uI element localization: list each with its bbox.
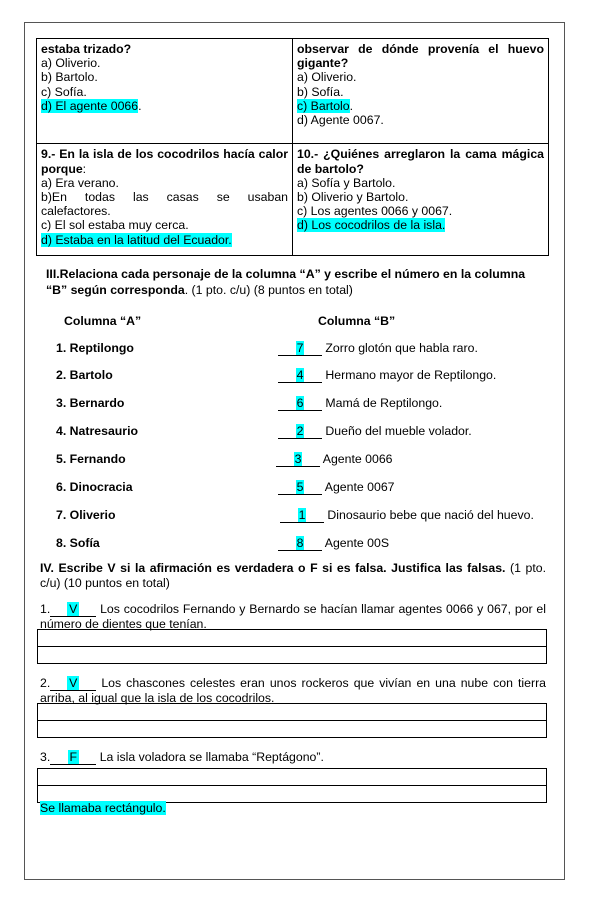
column-b-item [278, 536, 389, 551]
option-c: c) Sofía. [41, 84, 87, 99]
column-a-item: 6. Dinocracia [56, 480, 133, 494]
option-b: b) Bartolo. [41, 70, 98, 85]
option-b: b)En todas las casas se usaban calefactores. [41, 190, 288, 219]
column-b-item [278, 480, 395, 495]
tf-item-3 [40, 750, 546, 765]
tf-answer: F [69, 750, 78, 764]
option-c-highlighted: c) Bartolo [297, 98, 350, 113]
section-3-title-points: . (1 pto. c/u) (8 puntos en total) [184, 283, 353, 297]
justification-answer [40, 801, 166, 815]
justification-text: Se llamaba rectángulo. [40, 801, 166, 815]
answer-blank[interactable] [278, 480, 322, 495]
question-text: 9.- En la isla de los cocodrilos hacía calor porque [41, 147, 288, 176]
section-4-title [40, 561, 546, 591]
tf-answer-blank[interactable] [50, 602, 96, 617]
section-4-title-bold: IV. Escribe V si la afirmación es verdadera o F si es falsa. Justifica las falsas. [40, 561, 506, 575]
answer-blank[interactable] [276, 452, 320, 467]
answer-lines[interactable] [37, 629, 547, 664]
answer-lines[interactable] [37, 768, 547, 803]
tf-item-2 [40, 676, 546, 706]
column-b-text: Dueño del mueble volador. [325, 424, 472, 438]
option-a: a) Sofía y Bartolo. [297, 175, 396, 190]
column-a-item: 3. Bernardo [56, 396, 125, 410]
column-b-text: Agente 00S [324, 536, 390, 550]
column-a-item: 1. Reptilongo [56, 341, 134, 355]
tf-item-1 [40, 602, 546, 632]
answer-blank[interactable] [280, 508, 324, 523]
answer-blank[interactable] [278, 424, 322, 439]
question-cell-7 [37, 39, 293, 144]
column-a-header: Columna “A” [64, 314, 142, 328]
answer-value: 7 [296, 341, 304, 355]
option-a: a) Oliverio. [297, 70, 357, 85]
tf-number: 1. [40, 602, 51, 616]
tf-number: 3. [40, 750, 51, 764]
answer-value: 3 [294, 452, 302, 466]
answer-blank[interactable] [278, 536, 322, 551]
question-cell-8 [293, 39, 549, 144]
option-d-highlighted: d) Los cocodrilos de la isla. [297, 218, 446, 233]
column-a-item: 5. Fernando [56, 452, 126, 466]
option-d-highlighted: d) El agente 0066 [41, 98, 139, 113]
answer-value: 6 [296, 396, 304, 410]
column-b-text: Agente 0067 [324, 480, 395, 494]
section-3-title [46, 266, 546, 298]
question-text: observar de dónde provenía el huevo gigante? [297, 42, 544, 71]
column-b-text: Hermano mayor de Reptilongo. [325, 368, 497, 382]
column-b-text: Mamá de Reptilongo. [325, 396, 443, 410]
question-colon: : [82, 161, 87, 176]
option-c: c) El sol estaba muy cerca. [41, 218, 189, 233]
tf-statement: Los cocodrilos Fernando y Bernardo se hacían llamar agentes 0066 y 067, por el número de dientes que tenían. [40, 602, 547, 631]
tf-answer-blank[interactable] [50, 676, 96, 691]
option-d-period: . [138, 98, 142, 113]
column-b-text: Agente 0066 [322, 452, 393, 466]
question-text: 10.- ¿Quiénes arreglaron la cama mágica de bartolo? [297, 147, 544, 176]
tf-statement: Los chascones celestes eran unos rockeros que vivían en una nube con tierra arriba, al igual que la isla de los cocodrilos. [40, 676, 546, 705]
column-b-item [276, 452, 393, 467]
column-b-text: Dinosaurio bebe que nació del huevo. [327, 508, 534, 522]
column-a-item: 2. Bartolo [56, 368, 113, 382]
option-c: c) Los agentes 0066 y 0067. [297, 204, 453, 219]
tf-number: 2. [40, 676, 51, 690]
column-a-item: 7. Oliverio [56, 508, 116, 522]
question-cell-9 [37, 144, 293, 255]
tf-answer: V [69, 676, 78, 690]
answer-blank[interactable] [278, 368, 322, 383]
column-b-item [278, 368, 496, 383]
option-d-highlighted: d) Estaba en la latitud del Ecuador. [41, 232, 232, 247]
question-text: estaba trizado? [41, 42, 132, 56]
column-b-item [278, 424, 472, 439]
column-a-item: 8. Sofía [56, 536, 100, 550]
questions-table [36, 38, 549, 256]
option-a: a) Era verano. [41, 175, 119, 190]
column-b-item [278, 396, 442, 411]
question-cell-10 [293, 144, 549, 255]
answer-blank[interactable] [278, 396, 322, 411]
column-b-item [280, 508, 534, 523]
section-3-title-bold: III.Relaciona cada personaje de la columna “A” y escribe el número en la columna “B” según corresponda [46, 267, 526, 297]
option-b: b) Sofía. [297, 84, 344, 99]
answer-blank[interactable] [278, 341, 322, 356]
section-4-title-points: (1 pto. c/u) (10 puntos en total) [40, 561, 546, 590]
option-c-period: . [349, 98, 354, 113]
answer-value: 2 [296, 424, 304, 438]
answer-value: 4 [296, 368, 304, 382]
answer-value: 8 [296, 536, 304, 550]
answer-value: 1 [298, 508, 306, 522]
answer-lines[interactable] [37, 703, 547, 738]
option-a: a) Oliverio. [41, 56, 101, 71]
tf-answer: V [69, 602, 78, 616]
column-b-text: Zorro glotón que habla raro. [325, 341, 478, 355]
option-d: d) Agente 0067. [297, 113, 384, 128]
tf-answer-blank[interactable] [50, 750, 96, 765]
tf-statement: La isla voladora se llamaba “Reptágono”. [99, 750, 324, 764]
column-a-item: 4. Natresaurio [56, 424, 139, 438]
column-b-header: Columna “B” [318, 314, 396, 328]
answer-value: 5 [296, 480, 304, 494]
column-b-item [278, 341, 478, 356]
option-b: b) Oliverio y Bartolo. [297, 190, 409, 205]
